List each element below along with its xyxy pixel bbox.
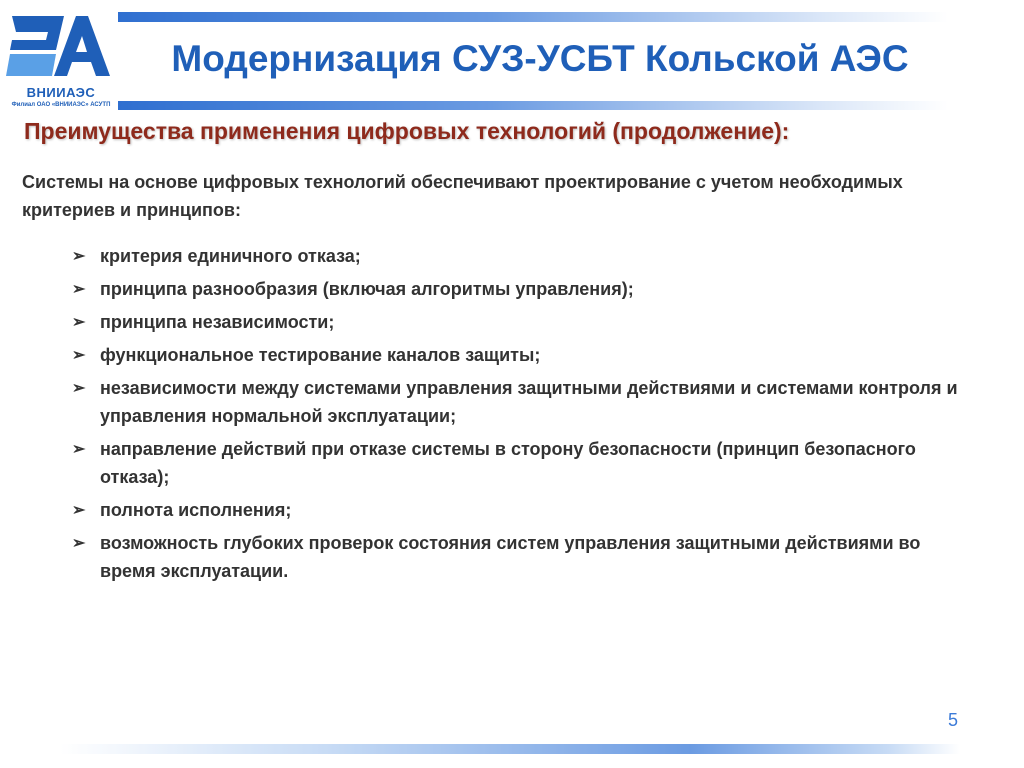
- arrow-bullet-icon: ➢: [72, 502, 86, 519]
- arrow-bullet-icon: ➢: [72, 248, 86, 265]
- page-number: 5: [948, 710, 959, 730]
- arrow-bullet-icon: ➢: [72, 314, 86, 331]
- arrow-bullet-icon: ➢: [72, 281, 86, 298]
- arrow-bullet-icon: ➢: [72, 380, 86, 397]
- footer-bar: [60, 744, 960, 754]
- list-item-text: функциональное тестирование каналов защиты;: [100, 345, 541, 365]
- list-item-text: направление действий при отказе системы в сторону безопасности (принцип безопасного отказа);: [100, 439, 916, 487]
- list-item: [72, 374, 972, 430]
- list-item-text: независимости между системами управления защитными действиями и системами контроля и управления нормальной эксплуатации;: [100, 378, 958, 426]
- arrow-bullet-icon: ➢: [72, 441, 86, 458]
- list-item-text: полнота исполнения;: [100, 500, 292, 520]
- section-subtitle: Преимущества применения цифровых технологий (продолжение):: [24, 118, 790, 144]
- arrow-bullet-icon: ➢: [72, 535, 86, 552]
- header-top-bar: [118, 12, 948, 22]
- list-item-text: критерия единичного отказа;: [100, 246, 361, 266]
- arrow-bullet-icon: ➢: [72, 347, 86, 364]
- list-item-text: принципа независимости;: [100, 312, 335, 332]
- list-item: [72, 529, 972, 585]
- logo-subtitle: Филиал ОАО «ВНИИАЭС» АСУТП: [11, 102, 111, 108]
- slide-title: Модернизация СУЗ-УСБТ Кольской АЭС: [171, 38, 909, 79]
- list-item: [72, 275, 972, 303]
- list-item-text: принципа разнообразия (включая алгоритмы управления);: [100, 279, 634, 299]
- intro-paragraph: Системы на основе цифровых технологий обеспечивают проектирование с учетом необходимых критериев и принципов:: [22, 172, 903, 220]
- logo-name: ВНИИАЭС: [26, 85, 96, 100]
- list-item: [72, 496, 972, 524]
- header-bottom-bar: [118, 101, 948, 110]
- list-item: [72, 308, 972, 336]
- advantages-list: [72, 242, 972, 590]
- list-item-text: возможность глубоких проверок состояния систем управления защитными действиями во время эксплуатации.: [100, 533, 921, 581]
- list-item: [72, 341, 972, 369]
- list-item: [72, 242, 972, 270]
- list-item: [72, 435, 972, 491]
